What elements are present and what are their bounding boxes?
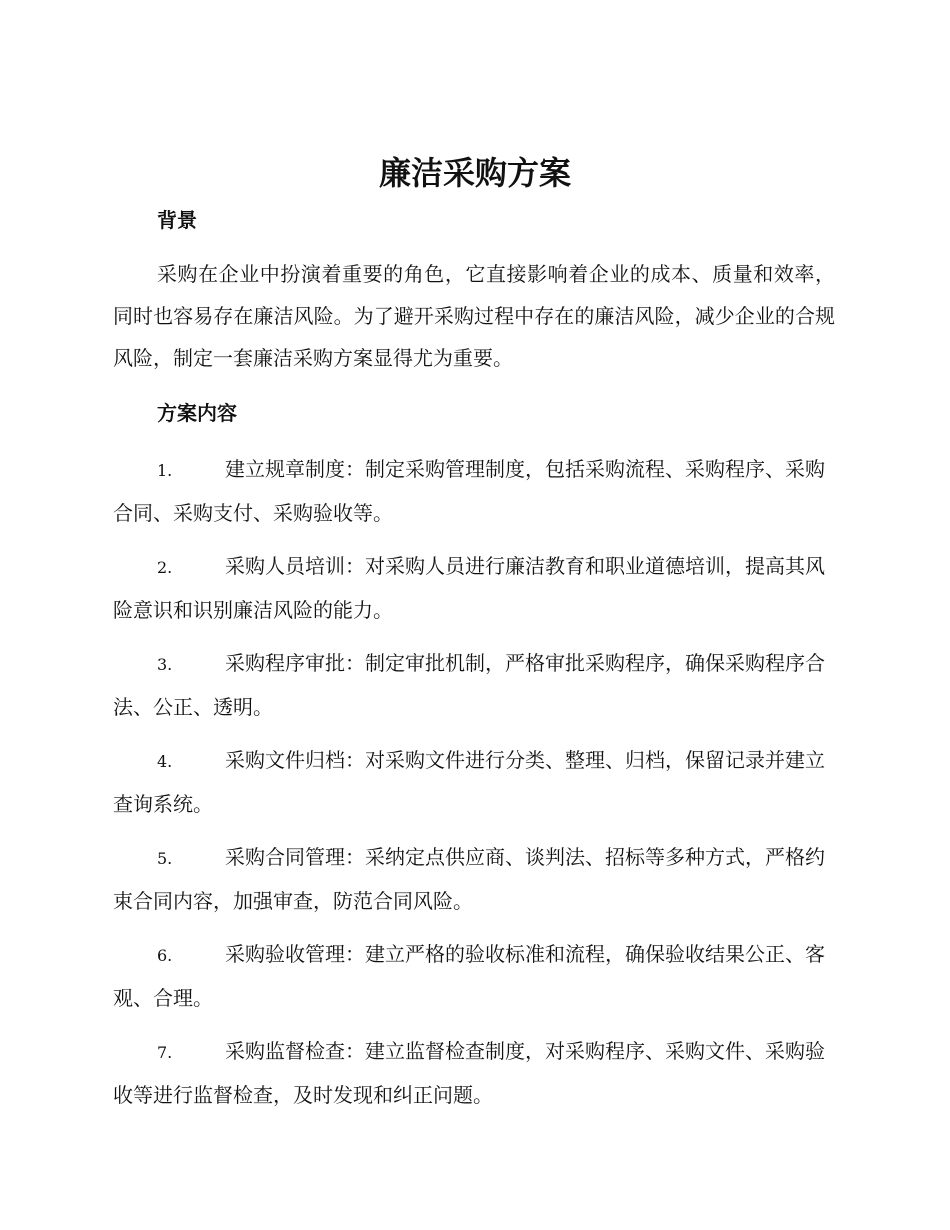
background-paragraph: 采购在企业中扮演着重要的角色，它直接影响着企业的成本、质量和效率，同时也容易存在廉洁风险。为了避开采购过程中存在的廉洁风险，减少企业的合规风险，制定一套廉洁采购方案显得尤为重要。: [113, 262, 835, 370]
list-item: [113, 933, 835, 1019]
list-item-text: 采购合同管理：采纳定点供应商、谈判法、招标等多种方式，严格约束合同内容，加强审查，防范合同风险。: [113, 845, 825, 913]
list-item-text: 采购文件归档：对采购文件进行分类、整理、归档，保留记录并建立查询系统。: [113, 748, 825, 816]
list-item-text: 采购验收管理：建立严格的验收标准和流程，确保验收结果公正、客观、合理。: [113, 942, 825, 1010]
section-heading-background: 背景: [157, 208, 197, 232]
list-item: [113, 836, 835, 922]
list-item-number: 2.: [157, 558, 173, 577]
page-title: 廉洁采购方案: [378, 154, 571, 192]
list-item: [113, 1030, 835, 1116]
list-item-text: 采购程序审批：制定审批机制，严格审批采购程序，确保采购程序合法、公正、透明。: [113, 651, 825, 719]
list-item-number: 1.: [157, 461, 173, 480]
list-item: [113, 642, 835, 728]
list-item-number: 7.: [157, 1043, 173, 1062]
list-item-number: 3.: [157, 655, 173, 674]
list-item-number: 5.: [157, 849, 173, 868]
list-item: [113, 448, 835, 534]
list-item-text: 建立规章制度：制定采购管理制度，包括采购流程、采购程序、采购合同、采购支付、采购验收等。: [113, 457, 825, 525]
list-item-text: 采购人员培训：对采购人员进行廉洁教育和职业道德培训，提高其风险意识和识别廉洁风险的能力。: [113, 554, 825, 622]
list-item: [113, 545, 835, 631]
list-item: [113, 739, 835, 825]
list-item-number: 6.: [157, 946, 173, 965]
section-heading-content: 方案内容: [157, 401, 237, 425]
list-item-number: 4.: [157, 752, 173, 771]
list-item-text: 采购监督检查：建立监督检查制度，对采购程序、采购文件、采购验收等进行监督检查，及时发现和纠正问题。: [113, 1039, 825, 1107]
